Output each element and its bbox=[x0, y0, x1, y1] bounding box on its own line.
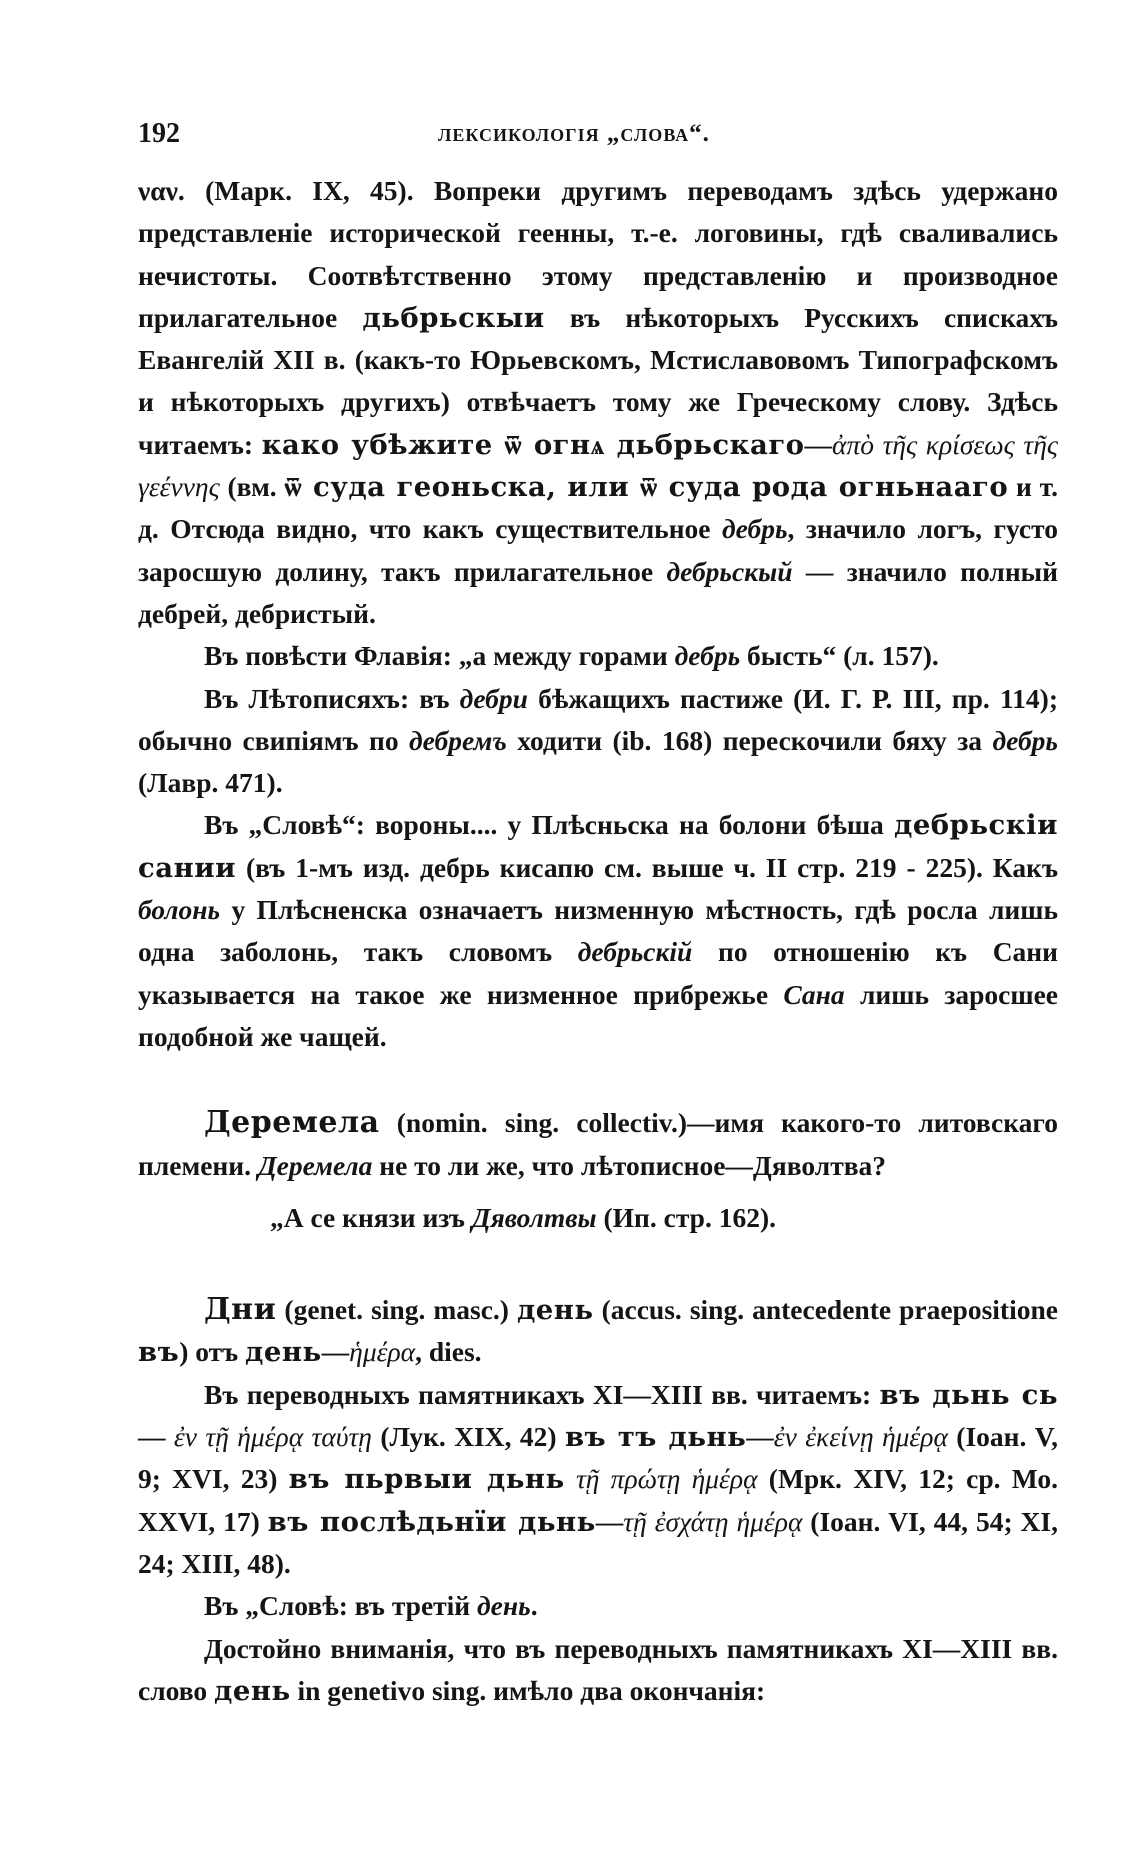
page-number: 192 bbox=[138, 118, 180, 149]
paragraph-translated-monuments: Въ переводныхъ памятникахъ XI—XIII вв. читаемъ: въ дьнь сь — ἐν τῇ ἡμέρᾳ ταύτῃ (Лук. XIX, 42) въ тъ дьнь—ἐν ἐκείνῃ ἡμέρᾳ (Іоан. V, 9; XVI, 23) въ пьрвыи дьнь τῇ πρώτῃ ἡμέρᾳ (Мрк. XIV, 12; ср. Мо. XXVI, 17) въ послѣдьнїи дьнь—τῇ ἐσχάτῃ ἡμέρᾳ (Іоан. VI, 44, 54; XI, 24; XIII, 48). bbox=[138, 1378, 1058, 1579]
running-head: лексикологія „слова“. bbox=[438, 120, 710, 147]
paragraph-tretii-den: Въ „Словѣ: въ третій день. bbox=[204, 1590, 538, 1622]
page-header bbox=[138, 118, 988, 158]
headword-dni: Дни bbox=[204, 1292, 277, 1328]
entry-dni: Дни (genet. sing. masc.) день (accus. sing. antecedente praepositione въ) отъ день—ἡμέρα, dies. bbox=[138, 1292, 1058, 1369]
citation-dyavoltvy: „А се князи изъ Дяволтвы (Ип. стр. 162). bbox=[270, 1201, 776, 1233]
paragraph-debr-gehenna: ναν. (Марк. IX, 45). Вопреки другимъ переводамъ здѣсь удержано представленіе исторической геенны, т.-е. логовины, гдѣ сваливались нечистоты. Соотвѣтственно этому представленію и производное прилагательное дьбрьскыи въ нѣкоторыхъ Русскихъ спискахъ Евангелій XII в. (какъ-то Юрьевскомъ, Мстиславовомъ Типографскомъ и нѣкоторыхъ другихъ) отвѣчаетъ тому же Греческому слову. Здѣсь читаемъ: како убѣжите ѿ огнѧ дьбрьскаго—ἀπὸ τῆς κρίσεως τῆς γεέννης (вм. ѿ суда геоньска, или ѿ суда рода огньнааго и т. д. Отсюда видно, что какъ существительное дебрь, значило логъ, густо заросшую долину, такъ прилагательное дебрьскый — значило полный дебрей, дебристый. bbox=[138, 175, 1059, 629]
paragraph-chronicles: Въ Лѣтописяхъ: въ дебри бѣжащихъ пастиже (И. Г. Р. III, пр. 114); обычно свипіямъ по дебремъ ходити (ib. 168) перескочили бяху за дебрь (Лавр. 471). bbox=[138, 682, 1058, 799]
entry-deremela: Деремела (nomin. sing. collectiv.)—имя какого-то литовскаго племени. Деремела не то ли же, что лѣтописное—Дяволтва? bbox=[138, 1105, 1058, 1181]
paragraph-genetive-endings: Достойно вниманія, что въ переводныхъ памятникахъ XI—XIII вв. слово день in genetivo sing. имѣло два окончанія: bbox=[138, 1632, 1058, 1707]
paragraph-flavius: Въ повѣсти Флавія: „а между горами дебрь бысть“ (л. 157). bbox=[204, 640, 939, 672]
headword-deremela: Деремела bbox=[204, 1105, 380, 1141]
body-text bbox=[138, 170, 1058, 1712]
paragraph-slovo: Въ „Словѣ“: вороны.... у Плѣсньска на болони бѣша дебрьскіи сании (въ 1-мъ изд. дебрь кисапю см. выше ч. II стр. 219 - 225). Какъ болонь у Плѣсненска означаетъ низменную мѣстность, гдѣ росла лишь одна заболонь, такъ словомъ дебрьскій по отношенію къ Сани указывается на такое же низменное прибрежье Сана лишь заросшее подобной же чащей. bbox=[138, 809, 1058, 1052]
